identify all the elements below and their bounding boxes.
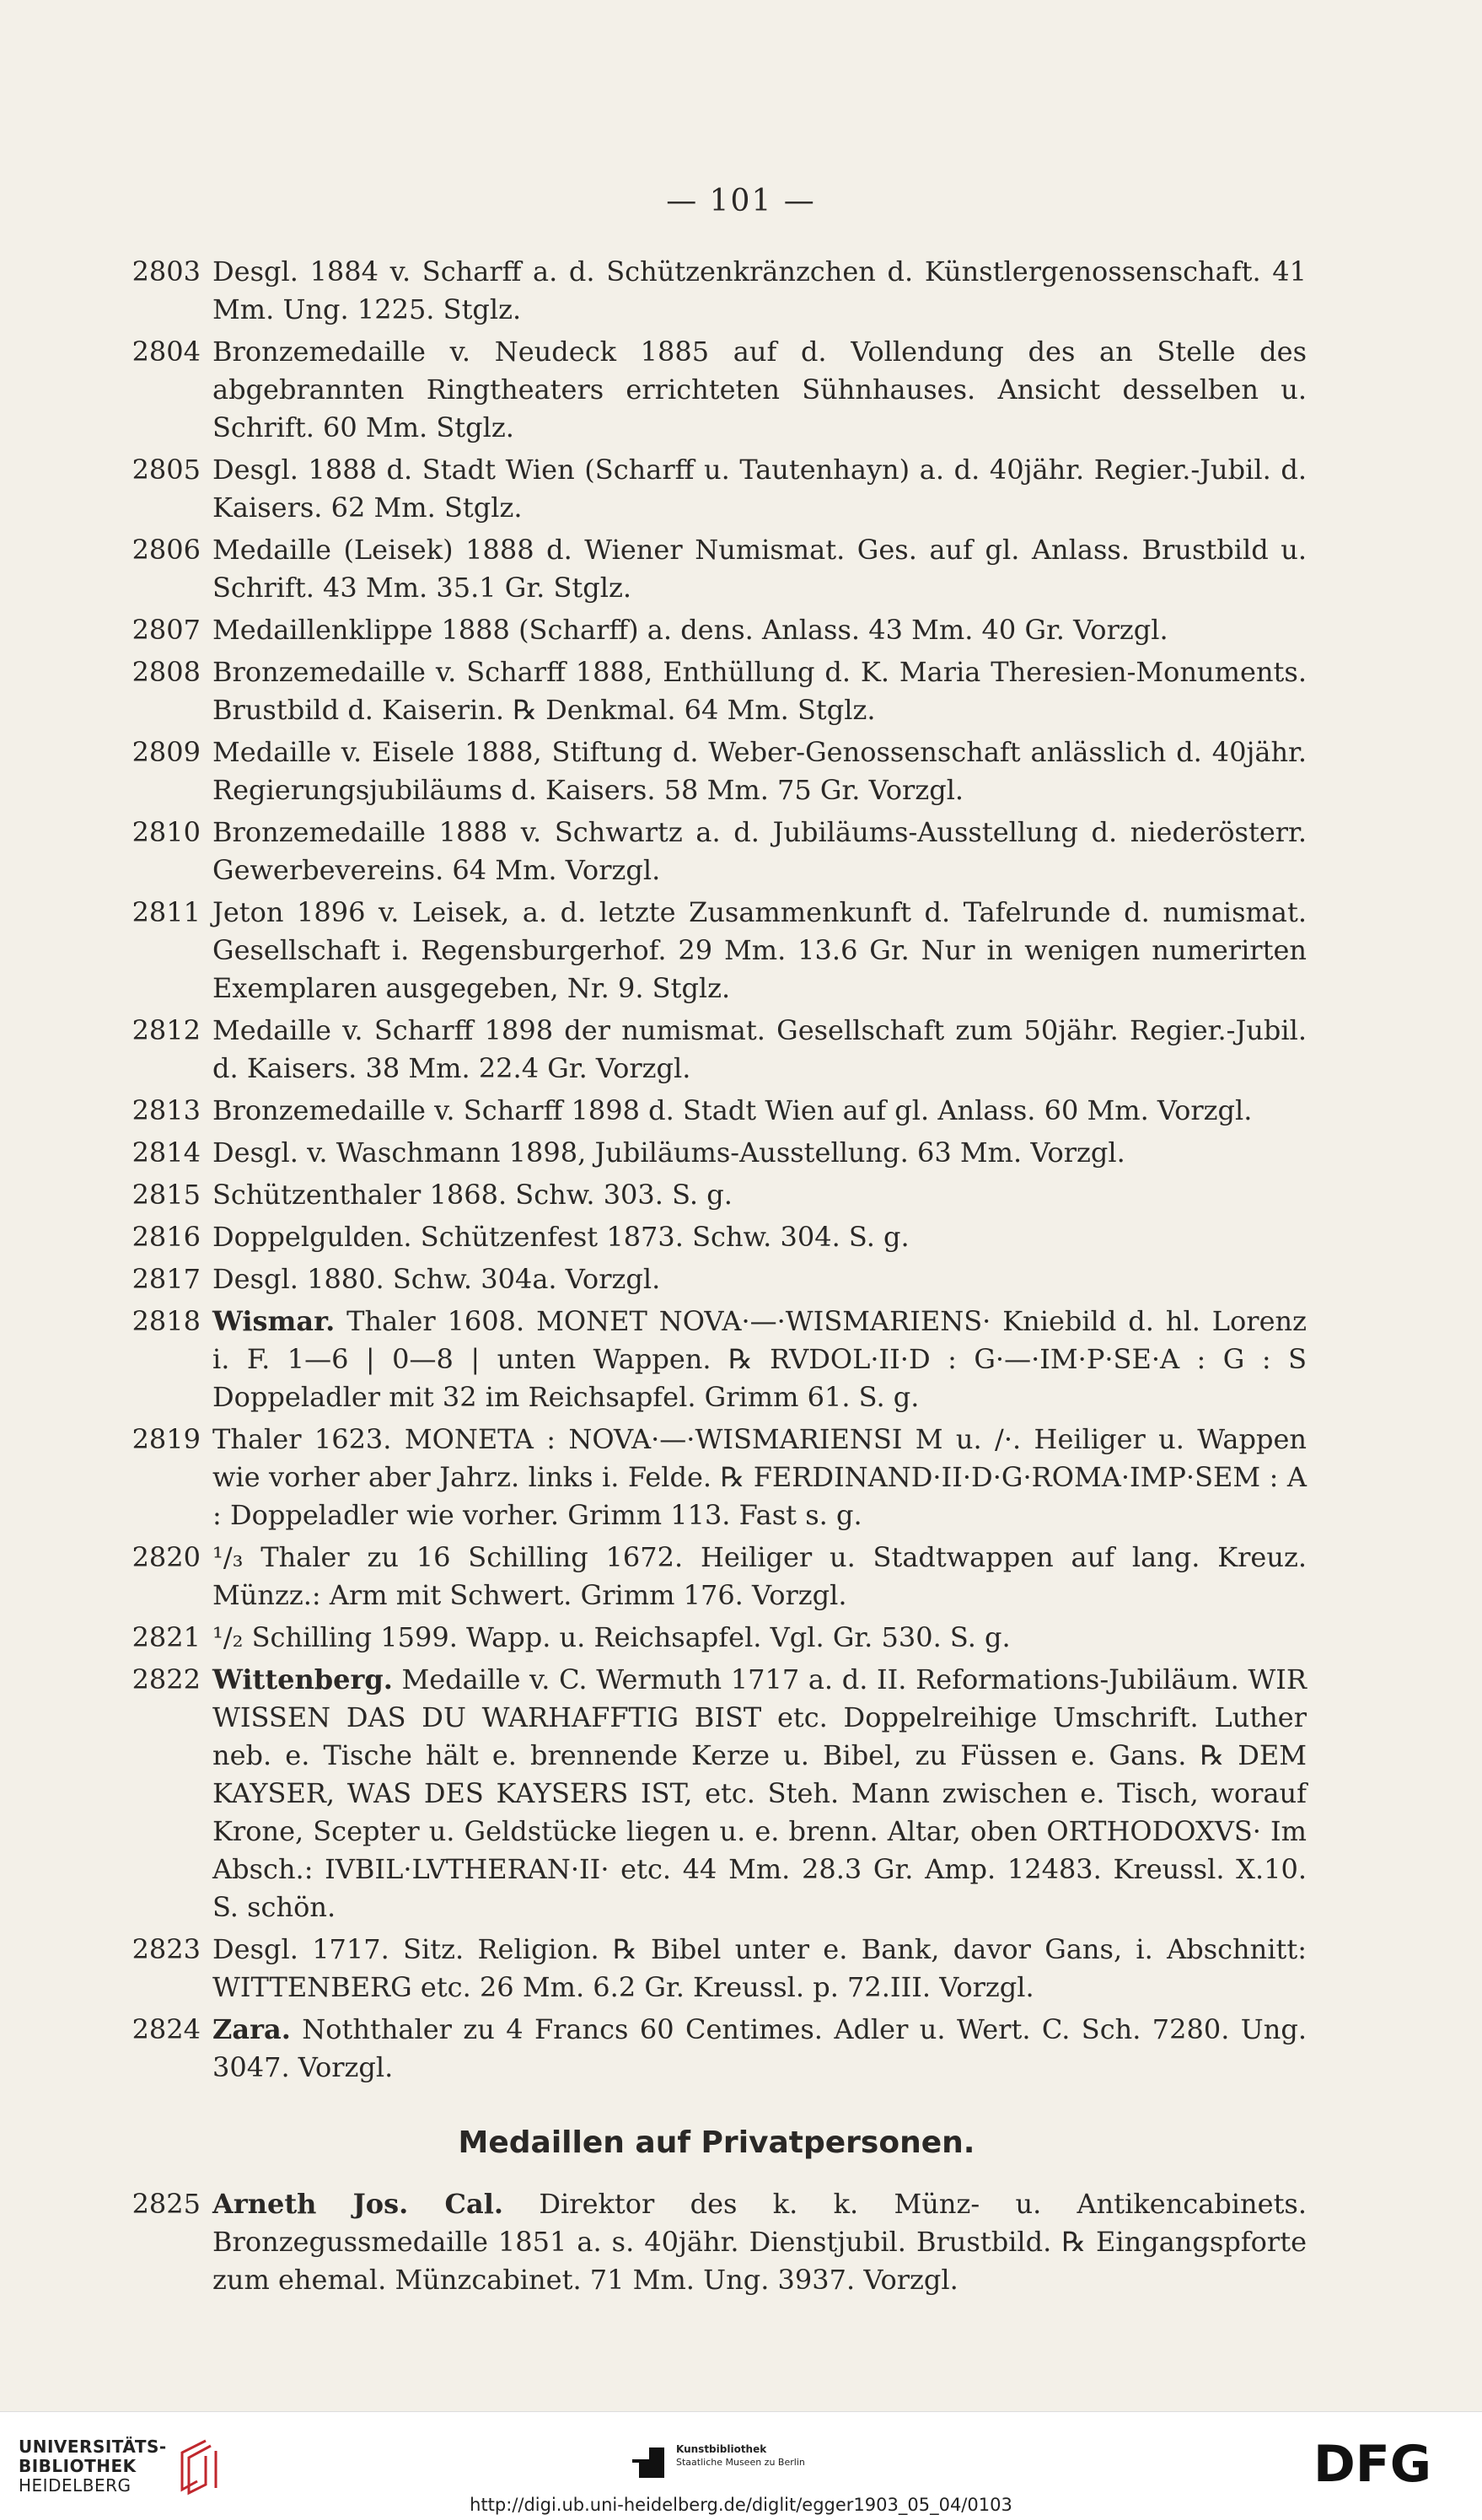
entry-number: 2815 [132,1179,201,1211]
entry-number: 2819 [132,1423,201,1455]
page-number: — 101 — [666,184,816,218]
catalog-entry [93,1012,1307,1088]
entry-text: Desgl. 1880. Schw. 304a. Vorzgl. [212,1263,661,1295]
entry-text: Direktor des k. k. Münz- u. Antikencabinets. Bronzegussmedaille 1851 a. s. 40jähr. Dienstjubil. Brustbild. ℞ Eingangspforte zum ehemal. Münzcabinet. 71 Mm. Ung. 3937. Vorzgl. [212,2188,1307,2296]
entry-text: ¹/₂ Schilling 1599. Wapp. u. Reichsapfel. Vgl. Gr. 530. S. g. [212,1621,1011,1653]
entry-number: 2812 [132,1014,201,1046]
catalog-entry [93,733,1307,809]
dfg-logo[interactable] [1313,2437,1465,2488]
catalog-entry [93,1931,1307,2007]
kb-line-2: Staatliche Museen zu Berlin [676,2457,805,2468]
catalog-entry [93,1134,1307,1172]
catalog-entry [93,2011,1307,2087]
entry-number: 2825 [132,2188,201,2220]
entry-text: Thaler 1608. MONET NOVA·—·WISMARIENS· Kniebild d. hl. Lorenz i. F. 1—6 | 0—8 | unten Wappen. ℞ RVDOL·II·D : G·—·IM·P·SE·A : G : S Doppeladler mit 32 im Reichsapfel. Grimm 61. S. g. [212,1305,1307,1413]
entry-number: 2806 [132,534,201,566]
entry-text: ¹/₃ Thaler zu 16 Schilling 1672. Heiliger u. Stadtwappen auf lang. Kreuz. Münzz.: Arm mit Schwert. Grimm 176. Vorzgl. [212,1541,1307,1611]
ub-line-1: UNIVERSITÄTS- [19,2437,167,2457]
entry-text: Schützenthaler 1868. Schw. 303. S. g. [212,1179,733,1211]
ub-emblem-icon [172,2437,223,2496]
entry-text: Bronzemedaille v. Scharff 1898 d. Stadt Wien auf gl. Anlass. 60 Mm. Vorzgl. [212,1094,1253,1126]
entry-number: 2803 [132,255,201,287]
entry-text: Medaille (Leisek) 1888 d. Wiener Numismat. Ges. auf gl. Anlass. Brustbild u. Schrift. 43 Mm. 35.1 Gr. Stglz. [212,534,1307,604]
kunstbibliothek-emblem-icon [632,2442,671,2483]
entry-number: 2807 [132,614,201,646]
entry-number: 2820 [132,1541,201,1573]
catalog-entry [93,2185,1307,2299]
entry-text: Bronzemedaille 1888 v. Schwartz a. d. Jubiläums-Ausstellung d. niederösterr. Gewerbevereins. 64 Mm. Vorzgl. [212,816,1307,886]
entry-text: Medaille v. Eisele 1888, Stiftung d. Weber-Genossenschaft anlässlich d. 40jähr. Regierungsjubiläums d. Kaisers. 58 Mm. 75 Gr. Vorzgl. [212,736,1307,806]
catalog-entry [93,814,1307,889]
entry-number: 2823 [132,1933,201,1965]
entry-number: 2818 [132,1305,201,1337]
entry-text: Noththaler zu 4 Francs 60 Centimes. Adler u. Wert. C. Sch. 7280. Ung. 3047. Vorzgl. [212,2013,1307,2083]
entry-text: Desgl. 1884 v. Scharff a. d. Schützenkränzchen d. Künstlergenossenschaft. 41 Mm. Ung. 1225. Stglz. [212,255,1307,325]
catalog-entry [93,531,1307,607]
catalog-entry [93,1303,1307,1416]
catalog-entry [93,1421,1307,1534]
entry-text: Bronzemedaille v. Scharff 1888, Enthüllung d. K. Maria Theresien-Monuments. Brustbild d. Kaiserin. ℞ Denkmal. 64 Mm. Stglz. [212,656,1307,726]
entry-number: 2822 [132,1663,201,1695]
entry-number: 2809 [132,736,201,768]
entry-text: Medaille v. Scharff 1898 der numismat. Gesellschaft zum 50jähr. Regier.-Jubil. d. Kaisers. 38 Mm. 22.4 Gr. Vorzgl. [212,1014,1307,1084]
entry-heading: Arneth Jos. Cal. [212,2188,504,2220]
entry-number: 2808 [132,656,201,688]
entry-number: 2805 [132,454,201,486]
entry-number: 2816 [132,1221,201,1253]
catalog-entry [93,1176,1307,1214]
entry-number: 2804 [132,336,201,368]
section-heading: Medaillen auf Privatpersonen. [458,2125,975,2160]
ub-heidelberg-logo[interactable] [19,2437,223,2496]
entry-number: 2824 [132,2013,201,2045]
entry-heading: Wismar. [212,1305,336,1337]
catalog-entry [93,451,1307,527]
catalog-entry [93,1218,1307,1256]
entry-number: 2814 [132,1136,201,1169]
catalog-entry [93,1619,1307,1657]
kunstbibliothek-logo[interactable] [632,2442,805,2483]
entry-text: Medaillenklippe 1888 (Scharff) a. dens. Anlass. 43 Mm. 40 Gr. Vorzgl. [212,614,1168,646]
catalog-entry [93,333,1307,447]
ub-line-2: BIBLIOTHEK [19,2456,137,2476]
entry-text: Medaille v. C. Wermuth 1717 a. d. II. Reformations-Jubiläum. WIR WISSEN DAS DU WARHAFFTIG BIST etc. Doppelreihige Umschrift. Luther neb. e. Tische hält e. brennende Kerze u. Bibel, zu Füssen e. Gans. ℞ DEM KAYSER, WAS DES KAYSERS IST, etc. Steh. Mann zwischen e. Tisch, worauf Krone, Scepter u. Geldstücke liegen u. e. brenn. Altar, oben ORTHODOXVS· Im Absch.: IVBIL·LVTHERAN·II· etc. 44 Mm. 28.3 Gr. Amp. 12483. Kreussl. X.10. S. schön. [212,1663,1307,1923]
entry-heading: Zara. [212,2013,291,2045]
entry-text: Desgl. 1888 d. Stadt Wien (Scharff u. Tautenhayn) a. d. 40jähr. Regier.-Jubil. d. Kaisers. 62 Mm. Stglz. [212,454,1307,524]
catalog-list [93,253,1307,2303]
catalog-entry [93,1260,1307,1298]
entry-text: Desgl. v. Waschmann 1898, Jubiläums-Ausstellung. 63 Mm. Vorzgl. [212,1136,1125,1169]
catalog-entry [93,1092,1307,1130]
footer-bar [0,2411,1482,2520]
catalog-entry [93,611,1307,649]
catalog-entry [93,894,1307,1007]
entry-number: 2811 [132,896,201,928]
catalog-entry [93,653,1307,729]
entry-text: Bronzemedaille v. Neudeck 1885 auf d. Vollendung des an Stelle des abgebrannten Ringtheaters errichteten Sühnhauses. Ansicht desselben u. Schrift. 60 Mm. Stglz. [212,336,1307,443]
ub-line-3: HEIDELBERG [19,2475,132,2496]
entry-number: 2813 [132,1094,201,1126]
entry-text: Desgl. 1717. Sitz. Religion. ℞ Bibel unter e. Bank, davor Gans, i. Abschnitt: WITTENBERG etc. 26 Mm. 6.2 Gr. Kreussl. p. 72.III. Vorzgl. [212,1933,1307,2003]
dfg-logo-text: DFG [1313,2437,1432,2488]
kb-line-1: Kunstbibliothek [676,2443,767,2455]
entry-text: Doppelgulden. Schützenfest 1873. Schw. 304. S. g. [212,1221,910,1253]
source-url[interactable]: http://digi.ub.uni-heidelberg.de/diglit/egger1903_05_04/0103 [470,2495,1012,2515]
entry-number: 2810 [132,816,201,848]
catalog-entry [93,1539,1307,1615]
entry-number: 2821 [132,1621,201,1653]
entry-text: Jeton 1896 v. Leisek, a. d. letzte Zusammenkunft d. Tafelrunde d. numismat. Gesellschaft i. Regensburgerhof. 29 Mm. 13.6 Gr. Nur in wenigen numerirten Exemplaren ausgegeben, Nr. 9. Stglz. [212,896,1307,1004]
entry-text: Thaler 1623. MONETA : NOVA·—·WISMARIENSI M u. /·. Heiliger u. Wappen wie vorher aber Jahrz. links i. Felde. ℞ FERDINAND·II·D·G·ROMA·IMP·SEM : A : Doppeladler wie vorher. Grimm 113. Fast s. g. [212,1423,1307,1531]
catalog-entry [93,1661,1307,1926]
catalog-entry [93,253,1307,329]
entry-number: 2817 [132,1263,201,1295]
entry-heading: Wittenberg. [212,1663,393,1695]
